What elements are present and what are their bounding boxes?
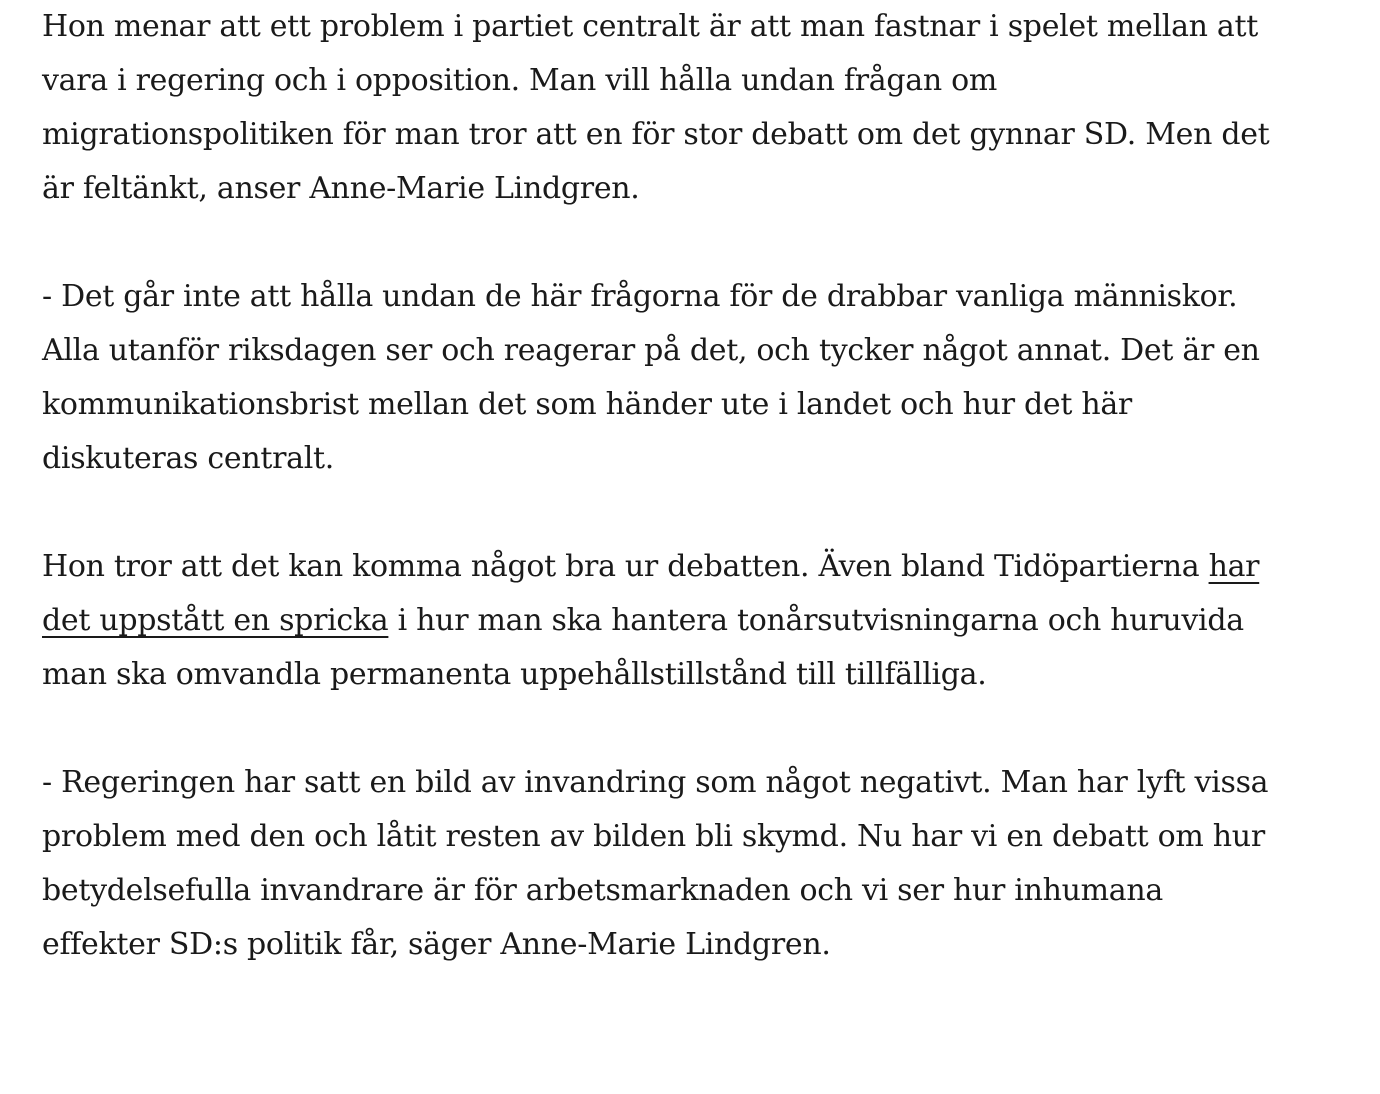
paragraph: - Det går inte att hålla undan de här frågorna för de drabbar vanliga människor. Alla utanför riksdagen ser och reagerar på det, och tycker något annat. Det är en kommunikationsbrist mellan det som händer ute i landet och hur det här diskuteras centralt. <box>42 279 1260 476</box>
paragraph-text-after-link: i hur man ska hantera tonårsutvisningarna och huruvida man ska omvandla permanenta uppehållstillstånd till tillfälliga. <box>42 603 1244 692</box>
inline-link[interactable]: har det uppstått en spricka <box>42 549 1260 638</box>
paragraph <box>42 540 1274 702</box>
paragraph: Hon menar att ett problem i partiet centralt är att man fastnar i spelet mellan att vara i regering och i opposition. Man vill hålla undan frågan om migrationspolitiken för man tror att en för stor debatt om det gynnar SD. Men det är feltänkt, anser Anne-Marie Lindgren. <box>42 9 1270 206</box>
paragraph: - Regeringen har satt en bild av invandring som något negativt. Man har lyft vissa problem med den och låtit resten av bilden bli skymd. Nu har vi en debatt om hur betydelsefulla invandrare är för arbetsmarknaden och vi ser hur inhumana effekter SD:s politik får, säger Anne-Marie Lindgren. <box>42 765 1269 962</box>
paragraph-text-before-link: Hon tror att det kan komma något bra ur debatten. Även bland Tidöpartierna <box>42 549 1209 584</box>
